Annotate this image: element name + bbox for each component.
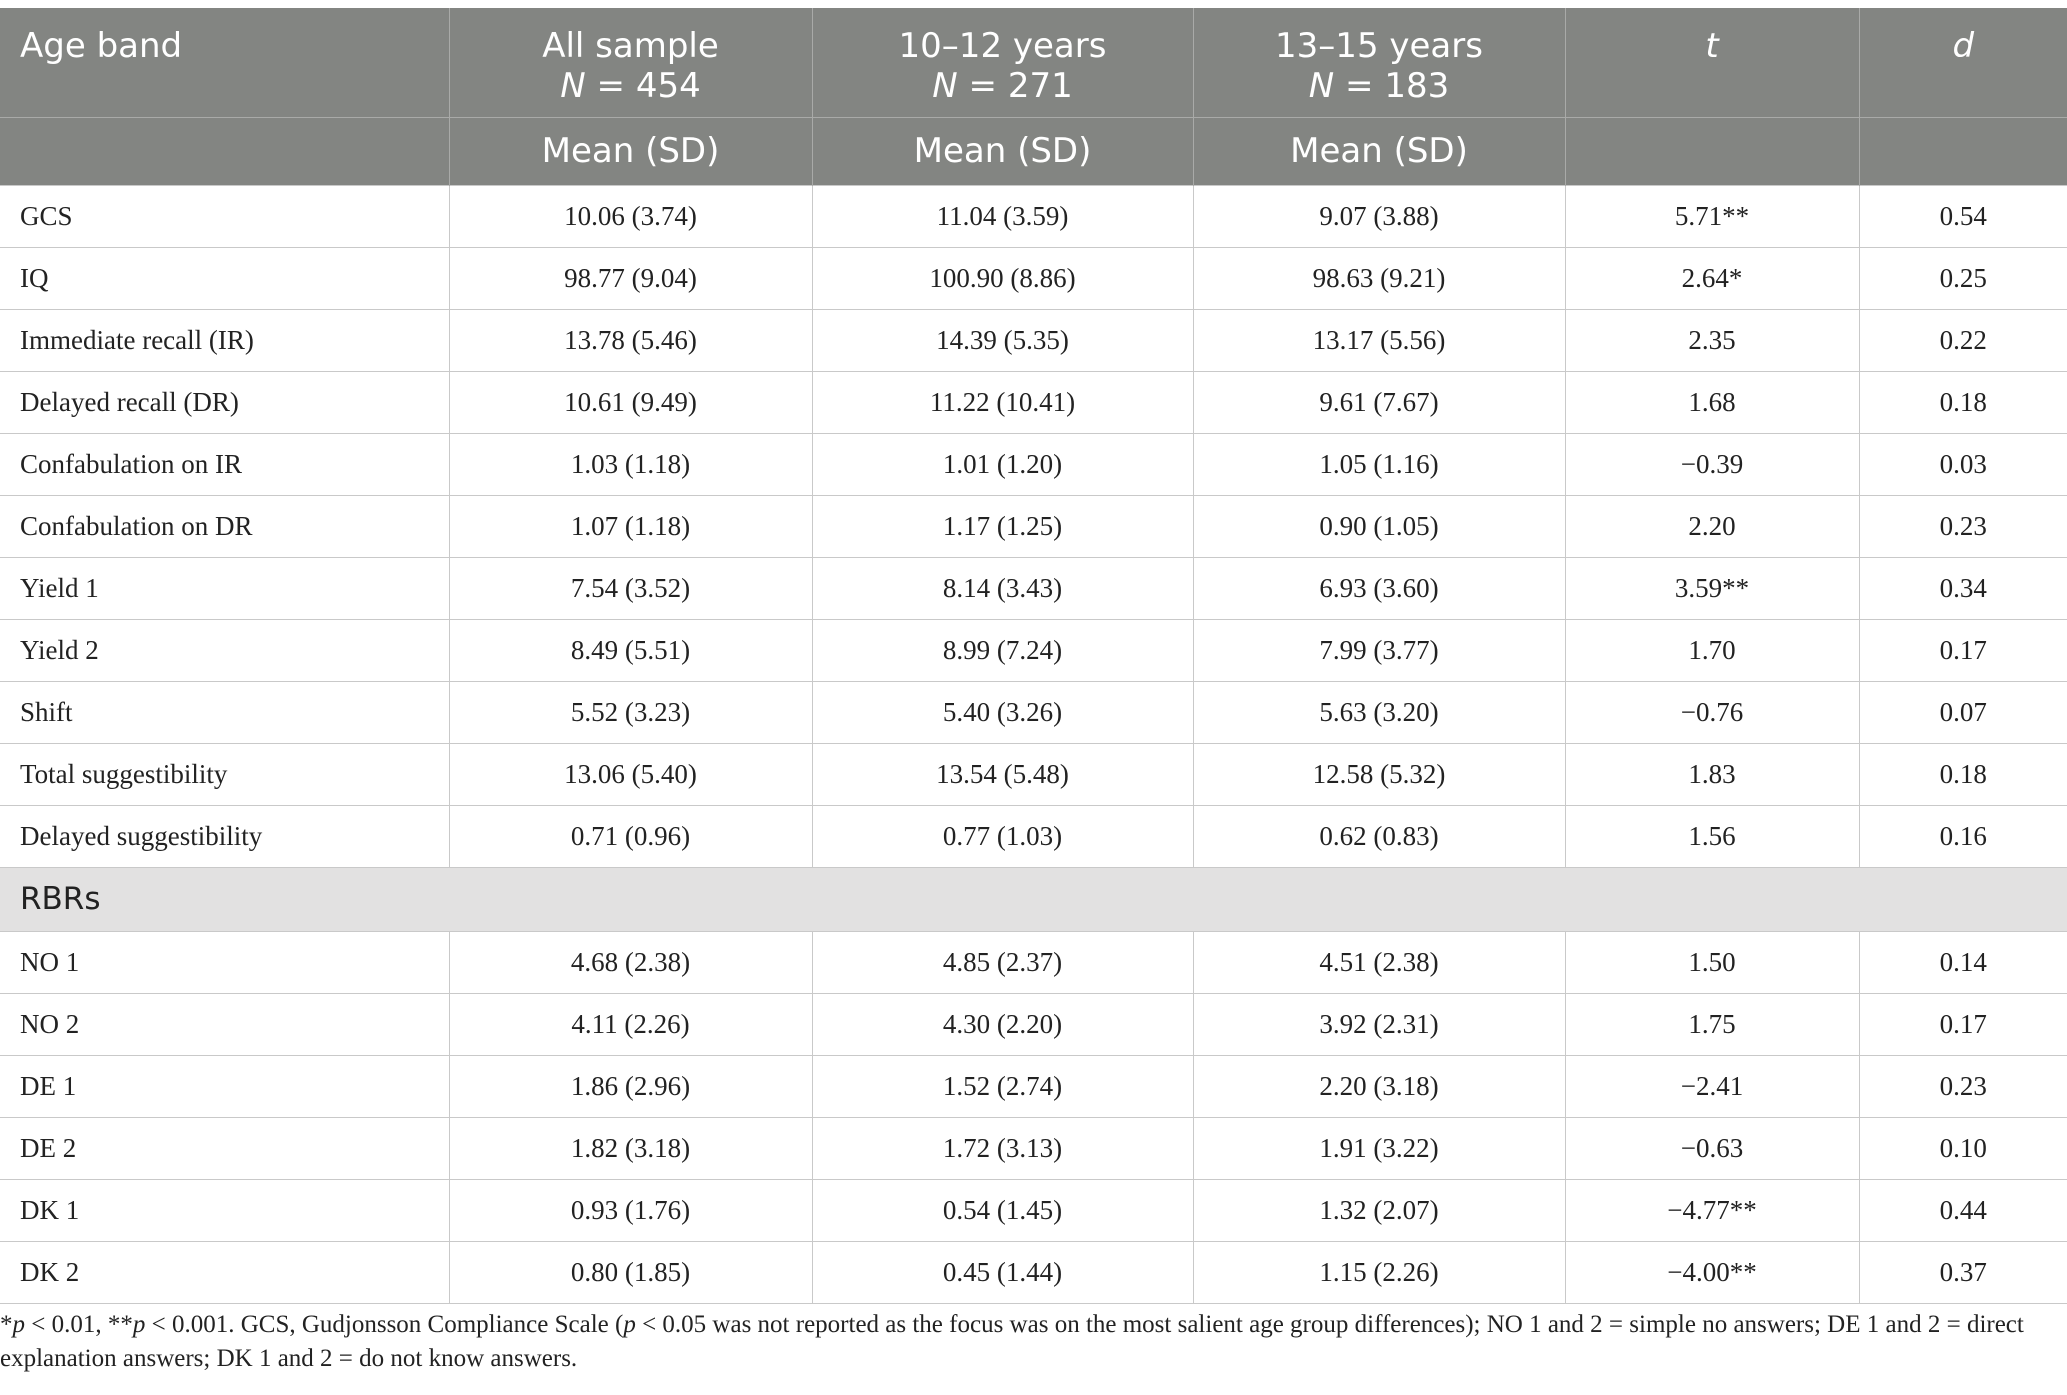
table-row bbox=[0, 619, 2067, 681]
header-old-n-label: N bbox=[1308, 66, 1335, 106]
table-header bbox=[0, 8, 2067, 185]
cell-all: 1.86 (2.96) bbox=[449, 1055, 812, 1117]
header-young-label: 10–12 years bbox=[898, 26, 1107, 66]
subheader-row bbox=[0, 117, 2067, 185]
row-label: Immediate recall (IR) bbox=[0, 309, 449, 371]
section-label: RBRs bbox=[0, 867, 2067, 931]
row-label: DE 2 bbox=[0, 1117, 449, 1179]
table-row bbox=[0, 247, 2067, 309]
cell-all: 5.52 (3.23) bbox=[449, 681, 812, 743]
table-row bbox=[0, 1179, 2067, 1241]
cell-t: 2.35 bbox=[1565, 309, 1859, 371]
table-row bbox=[0, 1117, 2067, 1179]
cell-all: 4.11 (2.26) bbox=[449, 993, 812, 1055]
cell-all: 1.07 (1.18) bbox=[449, 495, 812, 557]
cell-d: 0.37 bbox=[1859, 1241, 2067, 1303]
cell-old: 1.05 (1.16) bbox=[1193, 433, 1565, 495]
table-row bbox=[0, 433, 2067, 495]
cell-t: −0.39 bbox=[1565, 433, 1859, 495]
row-label: GCS bbox=[0, 185, 449, 247]
footnote-p1: p bbox=[12, 1311, 25, 1338]
cell-old: 9.07 (3.88) bbox=[1193, 185, 1565, 247]
row-label: Yield 2 bbox=[0, 619, 449, 681]
cell-d: 0.23 bbox=[1859, 495, 2067, 557]
cell-old: 0.62 (0.83) bbox=[1193, 805, 1565, 867]
header-t-label: t bbox=[1705, 26, 1719, 66]
cell-all: 0.93 (1.76) bbox=[449, 1179, 812, 1241]
cell-d: 0.18 bbox=[1859, 371, 2067, 433]
footnote-text1: < 0.01, ** bbox=[25, 1311, 133, 1338]
cell-young: 1.17 (1.25) bbox=[812, 495, 1193, 557]
cell-young: 11.22 (10.41) bbox=[812, 371, 1193, 433]
header-age-band: Age band bbox=[0, 8, 449, 117]
row-label: NO 1 bbox=[0, 931, 449, 993]
row-label: IQ bbox=[0, 247, 449, 309]
cell-old: 4.51 (2.38) bbox=[1193, 931, 1565, 993]
header-all-n-label: N bbox=[560, 66, 586, 106]
cell-all: 4.68 (2.38) bbox=[449, 931, 812, 993]
cell-t: 1.50 bbox=[1565, 931, 1859, 993]
header-all-n-value: = 454 bbox=[585, 66, 701, 106]
row-label: Total suggestibility bbox=[0, 743, 449, 805]
header-old-label: 13–15 years bbox=[1275, 26, 1483, 66]
row-label: DK 2 bbox=[0, 1241, 449, 1303]
row-label: Delayed suggestibility bbox=[0, 805, 449, 867]
cell-young: 8.99 (7.24) bbox=[812, 619, 1193, 681]
subheader-d-empty bbox=[1859, 117, 2067, 185]
cell-d: 0.16 bbox=[1859, 805, 2067, 867]
cell-young: 1.72 (3.13) bbox=[812, 1117, 1193, 1179]
footnote-text3: < 0.05 was not reported as the focus was on the most salient age group differences); NO 1 and 2 = simple no answers; DE 1 and 2 = direct explanation answers; DK 1 and 2 = do not know answers. bbox=[0, 1311, 2024, 1372]
cell-all: 0.80 (1.85) bbox=[449, 1241, 812, 1303]
table-footnote bbox=[0, 1308, 2040, 1376]
cell-old: 0.90 (1.05) bbox=[1193, 495, 1565, 557]
cell-old: 6.93 (3.60) bbox=[1193, 557, 1565, 619]
cell-old: 12.58 (5.32) bbox=[1193, 743, 1565, 805]
cell-all: 98.77 (9.04) bbox=[449, 247, 812, 309]
subheader-t-empty bbox=[1565, 117, 1859, 185]
cell-old: 13.17 (5.56) bbox=[1193, 309, 1565, 371]
header-row bbox=[0, 8, 2067, 117]
footnote-p3: p bbox=[623, 1311, 636, 1338]
row-label: Delayed recall (DR) bbox=[0, 371, 449, 433]
table-row bbox=[0, 1241, 2067, 1303]
table-row bbox=[0, 495, 2067, 557]
header-all-sample-label: All sample bbox=[542, 26, 719, 66]
table-row bbox=[0, 1055, 2067, 1117]
cell-d: 0.54 bbox=[1859, 185, 2067, 247]
table-row bbox=[0, 931, 2067, 993]
row-label: Shift bbox=[0, 681, 449, 743]
header-10-12-years bbox=[812, 8, 1193, 117]
row-label: DK 1 bbox=[0, 1179, 449, 1241]
cell-t: 2.64* bbox=[1565, 247, 1859, 309]
cell-t: −0.63 bbox=[1565, 1117, 1859, 1179]
footnote-p2: p bbox=[132, 1311, 146, 1338]
cell-young: 13.54 (5.48) bbox=[812, 743, 1193, 805]
cell-all: 13.78 (5.46) bbox=[449, 309, 812, 371]
cell-t: 1.68 bbox=[1565, 371, 1859, 433]
cell-d: 0.14 bbox=[1859, 931, 2067, 993]
results-table bbox=[0, 8, 2067, 1304]
cell-young: 14.39 (5.35) bbox=[812, 309, 1193, 371]
cell-young: 11.04 (3.59) bbox=[812, 185, 1193, 247]
cell-d: 0.44 bbox=[1859, 1179, 2067, 1241]
cell-t: 2.20 bbox=[1565, 495, 1859, 557]
section-row-rbrs bbox=[0, 867, 2067, 931]
cell-d: 0.18 bbox=[1859, 743, 2067, 805]
footnote-star: * bbox=[0, 1311, 13, 1338]
cell-all: 8.49 (5.51) bbox=[449, 619, 812, 681]
cell-d: 0.34 bbox=[1859, 557, 2067, 619]
cell-old: 1.32 (2.07) bbox=[1193, 1179, 1565, 1241]
table-row bbox=[0, 185, 2067, 247]
row-label: NO 2 bbox=[0, 993, 449, 1055]
table-row bbox=[0, 309, 2067, 371]
cell-t: 3.59** bbox=[1565, 557, 1859, 619]
header-d bbox=[1859, 8, 2067, 117]
cell-d: 0.25 bbox=[1859, 247, 2067, 309]
cell-d: 0.03 bbox=[1859, 433, 2067, 495]
cell-t: −4.00** bbox=[1565, 1241, 1859, 1303]
cell-old: 1.91 (3.22) bbox=[1193, 1117, 1565, 1179]
subheader-old-mean-sd: Mean (SD) bbox=[1193, 117, 1565, 185]
cell-old: 3.92 (2.31) bbox=[1193, 993, 1565, 1055]
header-young-n-value: = 271 bbox=[957, 66, 1073, 106]
cell-t: −0.76 bbox=[1565, 681, 1859, 743]
cell-t: 1.75 bbox=[1565, 993, 1859, 1055]
cell-t: 1.70 bbox=[1565, 619, 1859, 681]
header-t bbox=[1565, 8, 1859, 117]
cell-all: 10.61 (9.49) bbox=[449, 371, 812, 433]
cell-young: 4.30 (2.20) bbox=[812, 993, 1193, 1055]
table-body bbox=[0, 185, 2067, 1303]
cell-young: 0.77 (1.03) bbox=[812, 805, 1193, 867]
cell-young: 1.01 (1.20) bbox=[812, 433, 1193, 495]
cell-t: 1.56 bbox=[1565, 805, 1859, 867]
cell-all: 1.82 (3.18) bbox=[449, 1117, 812, 1179]
cell-young: 100.90 (8.86) bbox=[812, 247, 1193, 309]
footnote-text2: < 0.001. GCS, Gudjonsson Compliance Scale ( bbox=[145, 1311, 624, 1338]
cell-young: 8.14 (3.43) bbox=[812, 557, 1193, 619]
cell-old: 5.63 (3.20) bbox=[1193, 681, 1565, 743]
cell-old: 7.99 (3.77) bbox=[1193, 619, 1565, 681]
header-13-15-years bbox=[1193, 8, 1565, 117]
table-row bbox=[0, 805, 2067, 867]
table-row bbox=[0, 993, 2067, 1055]
cell-d: 0.07 bbox=[1859, 681, 2067, 743]
cell-all: 0.71 (0.96) bbox=[449, 805, 812, 867]
cell-t: −4.77** bbox=[1565, 1179, 1859, 1241]
cell-t: 1.83 bbox=[1565, 743, 1859, 805]
subheader-young-mean-sd: Mean (SD) bbox=[812, 117, 1193, 185]
cell-old: 1.15 (2.26) bbox=[1193, 1241, 1565, 1303]
cell-d: 0.23 bbox=[1859, 1055, 2067, 1117]
subheader-all-mean-sd: Mean (SD) bbox=[449, 117, 812, 185]
cell-all: 10.06 (3.74) bbox=[449, 185, 812, 247]
cell-young: 1.52 (2.74) bbox=[812, 1055, 1193, 1117]
row-label: Confabulation on DR bbox=[0, 495, 449, 557]
header-young-n-label: N bbox=[932, 66, 958, 106]
cell-d: 0.17 bbox=[1859, 619, 2067, 681]
row-label: Yield 1 bbox=[0, 557, 449, 619]
cell-young: 5.40 (3.26) bbox=[812, 681, 1193, 743]
table-row bbox=[0, 743, 2067, 805]
row-label: Confabulation on IR bbox=[0, 433, 449, 495]
cell-all: 1.03 (1.18) bbox=[449, 433, 812, 495]
cell-old: 9.61 (7.67) bbox=[1193, 371, 1565, 433]
cell-young: 0.54 (1.45) bbox=[812, 1179, 1193, 1241]
cell-d: 0.17 bbox=[1859, 993, 2067, 1055]
cell-all: 13.06 (5.40) bbox=[449, 743, 812, 805]
cell-old: 98.63 (9.21) bbox=[1193, 247, 1565, 309]
table-row bbox=[0, 371, 2067, 433]
header-d-label: d bbox=[1952, 26, 1975, 66]
row-label: DE 1 bbox=[0, 1055, 449, 1117]
header-all-sample bbox=[449, 8, 812, 117]
table-row bbox=[0, 557, 2067, 619]
cell-d: 0.22 bbox=[1859, 309, 2067, 371]
cell-young: 0.45 (1.44) bbox=[812, 1241, 1193, 1303]
table-row bbox=[0, 681, 2067, 743]
cell-t: −2.41 bbox=[1565, 1055, 1859, 1117]
cell-t: 5.71** bbox=[1565, 185, 1859, 247]
subheader-empty bbox=[0, 117, 449, 185]
header-old-n-value: = 183 bbox=[1334, 66, 1450, 106]
cell-old: 2.20 (3.18) bbox=[1193, 1055, 1565, 1117]
cell-all: 7.54 (3.52) bbox=[449, 557, 812, 619]
cell-young: 4.85 (2.37) bbox=[812, 931, 1193, 993]
results-table-container bbox=[0, 8, 2067, 1304]
cell-d: 0.10 bbox=[1859, 1117, 2067, 1179]
